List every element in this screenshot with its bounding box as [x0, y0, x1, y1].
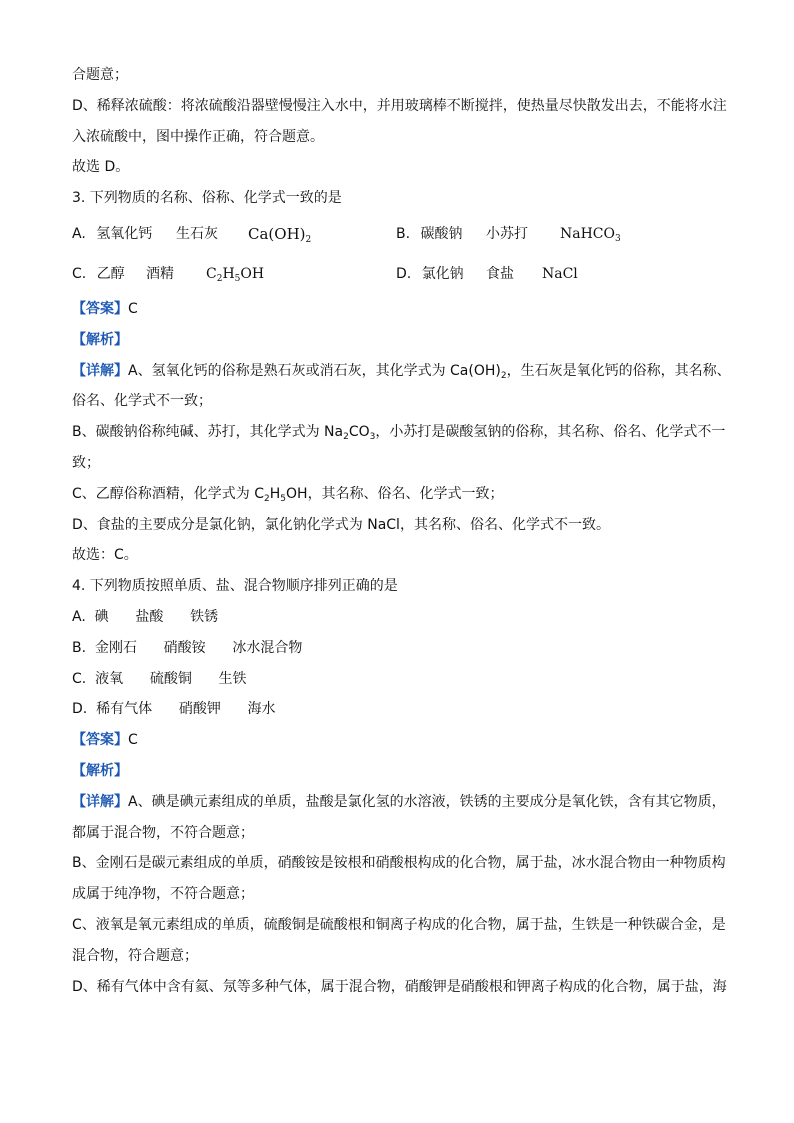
detail-tag: 【详解】	[72, 362, 128, 379]
option-b	[396, 214, 463, 254]
option-c	[72, 254, 125, 294]
document-page	[72, 60, 731, 1002]
option-c: C. 液氧 硫酸铜 生铁	[72, 670, 247, 687]
option-name: 氯化钠	[421, 265, 464, 282]
text-line: 合题意；	[72, 67, 128, 83]
answer-line	[72, 725, 724, 756]
option-name: 乙醇	[96, 265, 125, 282]
option-a	[72, 214, 152, 254]
detail-line: 故选：C。	[72, 547, 138, 564]
detail-line	[72, 417, 724, 448]
detail-text: ，小苏打是碳酸氢钠的俗称，其名称、俗名、化学式不一	[375, 424, 726, 441]
formula-subscript: 3	[615, 233, 621, 244]
option-name: 碳酸钠	[420, 225, 463, 242]
answer-tag: 【答案】	[72, 300, 128, 317]
detail-line: B、金刚石是碳元素组成的单质，硝酸铵是铵根和硝酸根构成的化合物，属于盐，冰水混合物由一种物质构	[72, 855, 726, 872]
detail-line: 成属于纯净物，不符合题意；	[72, 886, 254, 903]
option-d	[396, 254, 464, 294]
analysis-line	[72, 756, 724, 787]
answer-value: C	[128, 300, 138, 317]
option-name: 氢氧化钙	[96, 225, 153, 242]
option-common-name: 小苏打	[486, 225, 528, 242]
detail-line	[72, 356, 731, 387]
formula-text: OH	[240, 265, 265, 282]
detail-line: D、食盐的主要成分是氯化钠，氯化钠化学式为 NaCl，其名称、俗名、化学式不一致。	[72, 516, 610, 533]
option-common-name: 生石灰	[176, 225, 218, 242]
formula-text: NaHCO	[560, 225, 615, 242]
option-formula: NaCl	[542, 265, 578, 282]
analysis-tag: 【解析】	[72, 331, 128, 348]
detail-text: A、碘是碘元素组成的单质，盐酸是氯化氢的水溶液，铁锈的主要成分是氧化铁，含有其它物质，	[128, 793, 726, 810]
text-line: 入浓硫酸中，图中操作正确，符合题意。	[72, 128, 324, 145]
formula-subscript: 2	[216, 273, 223, 284]
option-d: D. 稀有气体 硝酸钾 海水	[72, 701, 276, 718]
answer-line	[72, 294, 724, 325]
formula-text: H	[222, 265, 235, 282]
subscript: 2	[343, 432, 349, 443]
detail-text: B、碳酸钠俗称纯碱、苏打，其化学式为 Na	[72, 424, 344, 441]
formula-text: C	[206, 265, 217, 282]
text-line: D、稀释浓硫酸：将浓硫酸沿器壁慢慢注入水中，并用玻璃棒不断搅拌，使热量尽快散发出去，不能将水注	[72, 97, 727, 114]
question-4-stem: 4. 下列物质按照单质、盐、混合物顺序排列正确的是	[72, 578, 398, 595]
subscript: 2	[500, 370, 507, 381]
detail-line: 俗名、化学式不一致；	[72, 393, 212, 410]
option-b: B. 金刚石 硝酸铵 冰水混合物	[72, 639, 303, 656]
detail-line: 致；	[72, 454, 100, 471]
question-3-options-ab	[72, 214, 724, 254]
subscript: 5	[280, 493, 287, 504]
option-formula	[560, 214, 621, 259]
detail-line: D、稀有气体中含有氦、氖等多种气体，属于混合物，硝酸钾是硝酸根和钾离子构成的化合物，属于盐，海	[72, 978, 727, 995]
detail-tag: 【详解】	[72, 793, 128, 810]
detail-text: A、氢氧化钙的俗称是熟石灰或消石灰，其化学式为 Ca(OH)	[128, 362, 501, 379]
analysis-tag: 【解析】	[72, 762, 128, 779]
option-common-name: 食盐	[486, 265, 514, 282]
detail-line: C、液氧是氧元素组成的单质，硫酸铜是硫酸根和铜离子构成的化合物，属于盐，生铁是一种铁碳合金，是	[72, 916, 726, 933]
option-letter: C.	[72, 265, 87, 282]
option-letter: A.	[72, 225, 86, 242]
detail-text: ，生石灰是氧化钙的俗称，其名称、	[506, 362, 731, 379]
option-formula	[206, 254, 264, 299]
subscript: 2	[264, 493, 270, 504]
formula-text: Ca(OH)	[248, 224, 306, 243]
text-line: 故选 D。	[72, 159, 130, 176]
detail-line: 混合物，符合题意；	[72, 947, 198, 964]
analysis-line	[72, 325, 724, 356]
formula-subscript: 5	[234, 273, 241, 284]
detail-text: H	[269, 485, 281, 502]
answer-tag: 【答案】	[72, 732, 128, 749]
question-3-stem: 3. 下列物质的名称、俗称、化学式一致的是	[72, 190, 342, 207]
option-letter: B.	[396, 225, 411, 242]
question-3-options-cd	[72, 254, 724, 294]
detail-line	[72, 479, 724, 510]
option-a: A. 碘 盐酸 铁锈	[72, 608, 219, 625]
answer-value: C	[128, 732, 138, 749]
subscript: 3	[369, 432, 376, 443]
detail-text: CO	[348, 424, 370, 441]
detail-text: C、乙醇俗称酒精，化学式为 C	[72, 485, 265, 502]
formula-subscript: 2	[305, 234, 312, 245]
option-letter: D.	[396, 265, 412, 282]
detail-text: OH，其名称、俗名、化学式一致；	[286, 485, 504, 502]
detail-line: 都属于混合物，不符合题意；	[72, 824, 254, 841]
option-common-name: 酒精	[146, 265, 174, 282]
detail-line	[72, 787, 724, 818]
